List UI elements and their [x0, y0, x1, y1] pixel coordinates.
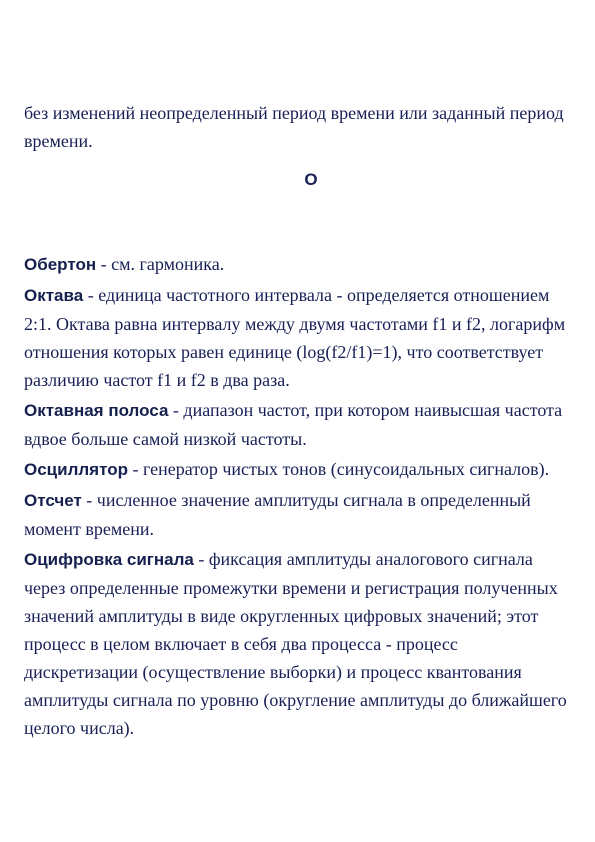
entry-term: Октавная полоса	[24, 401, 169, 420]
entry-term: Октава	[24, 286, 84, 305]
entry-definition: - см. гармоника.	[96, 254, 225, 274]
intro-paragraph: без изменений неопределенный период времени или заданный период времени.	[24, 103, 564, 151]
section-letter-heading: О	[304, 170, 318, 189]
entry-definition: - численное значение амплитуды сигнала в определенный момент времени.	[24, 490, 531, 539]
glossary-entry	[24, 545, 576, 742]
entry-term: Осциллятор	[24, 460, 128, 479]
glossary-entry	[24, 396, 576, 453]
entry-definition: - фиксация амплитуды аналогового сигнала через определенные промежутки времени и регистрация полученных значений амплитуды в виде округленных цифровых значений; этот процесс в целом включает в себя два процесса - процесс дискретизации (осуществление выборки) и процесс квантования амплитуды сигнала по уровню (округление амплитуды до ближайшего целого числа).	[24, 549, 567, 738]
glossary-entry	[24, 455, 576, 484]
entry-definition: - диапазон частот, при котором наивысшая частота вдвое больше самой низкой частоты.	[24, 400, 563, 449]
entry-definition: - единица частотного интервала - определяется отношением 2:1. Октава равна интервалу между двумя частотами f1 и f2, логарифм отношения которых равен единице (log(f2/f1)=1), что соответствует различию частот f1 и f2 в два раза.	[24, 285, 566, 390]
page-content	[24, 99, 576, 744]
glossary-entry	[24, 281, 576, 394]
entry-definition: - генератор чистых тонов (синусоидальных сигналов).	[127, 459, 550, 479]
glossary-entry	[24, 486, 576, 543]
entry-term: Оцифровка сигнала	[24, 550, 194, 569]
glossary-entry	[24, 250, 576, 279]
entry-term: Обертон	[24, 255, 97, 274]
entry-term: Отсчет	[24, 491, 82, 510]
